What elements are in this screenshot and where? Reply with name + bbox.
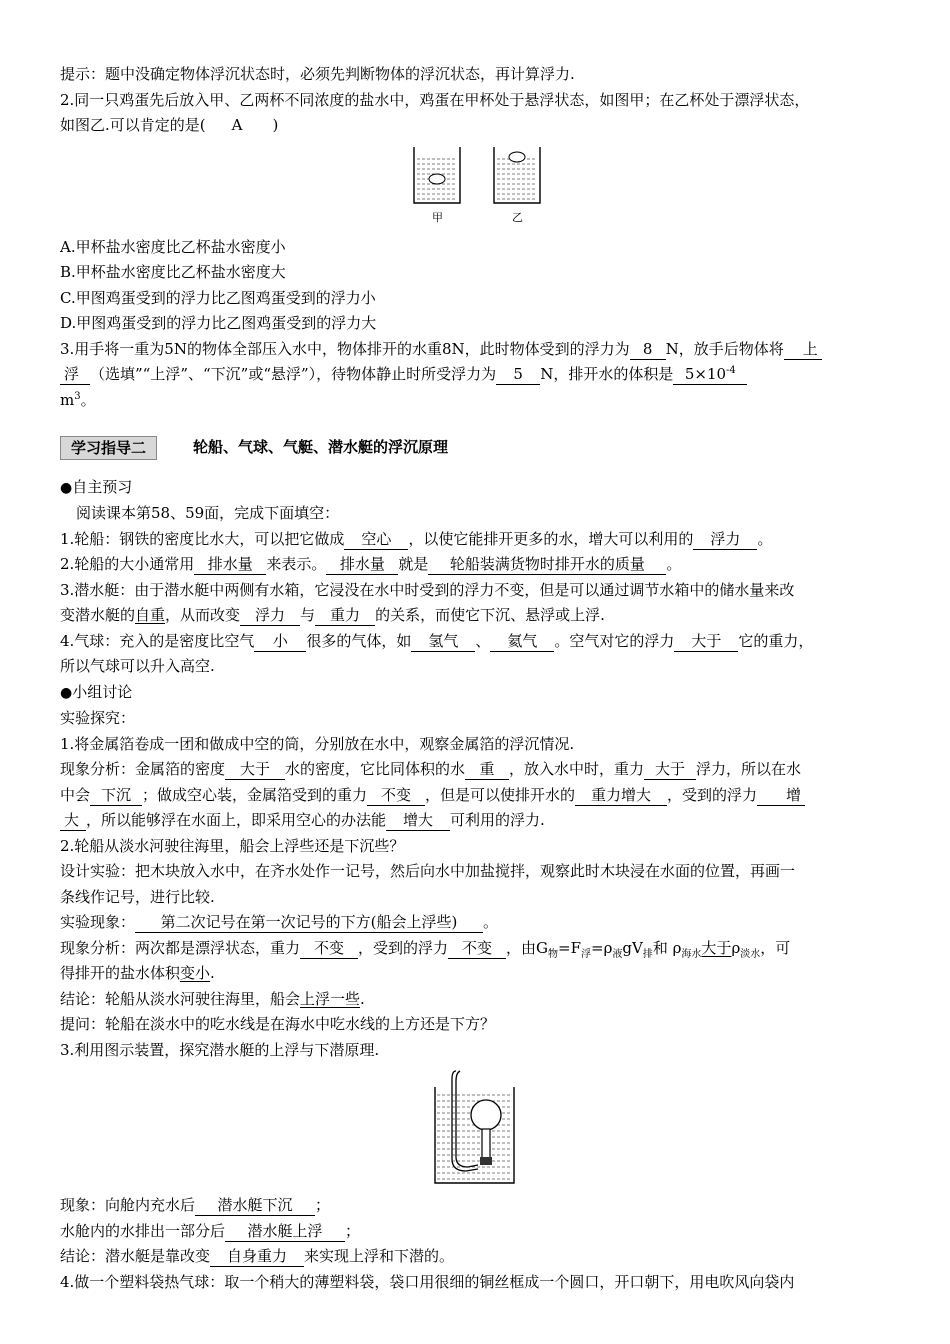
experiment-1-analysis-a: 现象分析：金属箔的密度 大于 水的密度，它比同体积的水 重 ，放入水中时，重力 大于 浮力，所以在水 (60, 760, 802, 778)
q2-option-c: C.甲图鸡蛋受到的浮力比乙图鸡蛋受到的浮力小 (60, 288, 376, 307)
experiment-2-design-a: 设计实验：把木块放入水中，在齐水处作一记号，然后向水中加盐搅拌，观察此时木块浸在水面的位置，再画一 (60, 862, 796, 880)
experiment-2-analysis: 现象分析：两次都是漂浮状态，重力 不变 ，受到的浮力 不变 ，由$G_物=F_浮=\rho_液gV_排$和 $\rho_{海水}$大于$\rho_{淡水}$，可 (60, 938, 791, 960)
egg-suspended-icon (429, 174, 445, 184)
bullet-icon: ● (60, 684, 73, 701)
q3-blank-final-buoyancy: 5 (496, 364, 540, 385)
experiment-3-conclusion: 结论：潜水艇是靠改变 自身重力 来实现上浮和下潜的。 (60, 1247, 455, 1265)
experiment-2-analysis-b: 得排开的盐水体积变小. (60, 964, 215, 982)
egg-beakers-diagram (410, 145, 550, 225)
preview-item-1: 1.轮船：钢铁的密度比水大，可以把它做成 空心 ，以使它能排开更多的水，增大可以利用的 浮力 。 (60, 529, 773, 548)
label-yi: 乙 (512, 210, 523, 224)
beaker-yi (494, 147, 540, 203)
experiment-2-phenomenon: 实验现象： 第二次记号在第一次记号的下方(船会上浮些) 。 (60, 913, 499, 931)
experiment-2-question: 提问：轮船在淡水中的吃水线是在海水中吃水线的上方还是下方？ (60, 1015, 496, 1033)
experiment-4: 4.做一个塑料袋热气球：取一个稍大的薄塑料袋，袋口用很细的铜丝框成一个圆口，开口朝下，用电吹风向袋内 (60, 1272, 795, 1291)
preview-heading: ●自主预习 (60, 477, 133, 496)
section-title: 轮船、气球、气艇、潜水艇的浮沉原理 (193, 438, 449, 456)
beaker-jia (414, 147, 460, 203)
preview-item-2: 2.轮船的大小通常用 排水量 来表示。 排水量 就是 轮船装满货物时排开水的质量 。 (60, 555, 682, 573)
experiment-2: 2.轮船从淡水河驶往海里，船会上浮些还是下沉些？ (60, 836, 405, 855)
experiment-2-conclusion: 结论：轮船从淡水河驶往海里，船会上浮一些. (60, 989, 365, 1008)
q3-line3: $m^3$。 (60, 390, 96, 409)
discuss-heading: ●小组讨论 (60, 682, 133, 701)
q3-line1: 3.用手将一重为5N的物体全部压入水中，物体排开的水重8N，此时物体受到的浮力为 8 N，放手后物体将 上 (60, 337, 900, 363)
section-tag: 学习指导二 (60, 436, 157, 460)
q3-blank-state-a: 上 (784, 339, 822, 360)
q3-blank-state-b: 浮 (60, 364, 90, 385)
preview-intro: 阅读课本第58、59面，完成下面填空： (76, 504, 340, 522)
explore-label: 实验探究： (60, 709, 136, 727)
hint-text: 提示：题中没确定物体浮沉状态时，必须先判断物体的浮沉状态，再计算浮力. (60, 65, 575, 83)
egg-floating-icon (509, 152, 525, 162)
experiment-2-design-b: 条线作记号，进行比较. (60, 887, 215, 906)
section-header (60, 435, 900, 461)
flask-icon (471, 1100, 501, 1130)
document-page (60, 62, 900, 1295)
preview-item-3b: 变潜水艇的自重，从而改变 浮力 与 重力 的关系，而使它下沉、悬浮或上浮. (60, 606, 605, 624)
experiment-1-analysis-b: 中会 下沉 ；做成空心装，金属箔受到的重力 不变 ，但是可以使排开水的 重力增大 ，受到的浮力 增 (60, 783, 900, 809)
q2-option-d: D.甲图鸡蛋受到的浮力比乙图鸡蛋受到的浮力大 (60, 314, 377, 332)
q2-stem-line1: 2.同一只鸡蛋先后放入甲、乙两杯不同浓度的盐水中，鸡蛋在甲杯处于悬浮状态，如图甲；在乙杯处于漂浮状态， (60, 90, 810, 109)
q3-line2: 浮 （选填”“上浮”、“下沉”或“悬浮”），待物体静止时所受浮力为 5 N，排开水的体积是 $5\times 10^{-4}$ (60, 362, 900, 388)
experiment-3-phenomenon-1: 现象：向舱内充水后 潜水艇下沉 ； (60, 1196, 331, 1214)
experiment-3-phenomenon-2: 水舱内的水排出一部分后 潜水艇上浮 ； (60, 1221, 361, 1240)
q3-blank-buoyancy: 8 (630, 339, 666, 360)
preview-item-4b: 所以气球可以升入高空. (60, 657, 215, 675)
q3-blank-volume: $5\times 10^{-4}$ (673, 364, 747, 385)
q2-answer: A (231, 116, 243, 134)
q2-option-a: A.甲杯盐水密度比乙杯盐水密度小 (60, 237, 286, 256)
submarine-figure (432, 1069, 900, 1185)
experiment-1-analysis-c: 大 ，所以能够浮在水面上，即采用空心的办法能 增大 可利用的浮力. (60, 808, 900, 834)
preview-item-4a: 4.气球：充入的是密度比空气 小 很多的气体，如 氢气 、 氦气 。空气对它的浮力 大于 它的重力， (60, 631, 814, 650)
experiment-3: 3.利用图示装置，探究潜水艇的上浮与下潜原理. (60, 1040, 380, 1059)
weight-icon (480, 1157, 492, 1165)
label-jia: 甲 (432, 210, 443, 224)
submarine-apparatus-diagram (432, 1069, 518, 1185)
experiment-1: 1.将金属箔卷成一团和做成中空的筒，分别放在水中，观察金属箔的浮沉情况. (60, 734, 575, 753)
preview-item-3a: 3.潜水艇：由于潜水艇中两侧有水箱，它浸没在水中时受到的浮力不变，但是可以通过调节水箱中的储水量来改 (60, 580, 795, 599)
beakers-figure (410, 145, 900, 225)
q2-option-b: B.甲杯盐水密度比乙杯盐水密度大 (60, 263, 286, 281)
bullet-icon: ● (60, 479, 73, 496)
q2-stem-line2: 如图乙.可以肯定的是( A ) (60, 116, 279, 134)
